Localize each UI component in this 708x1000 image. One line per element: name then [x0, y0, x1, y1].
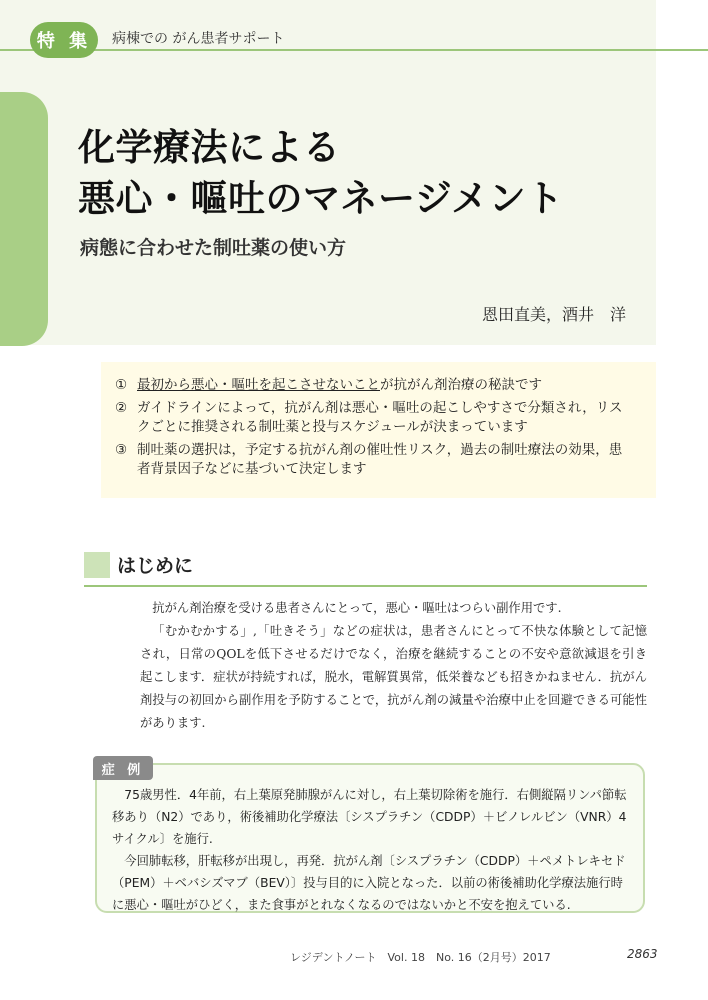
- point-number: ③: [115, 442, 128, 458]
- case-paragraph: 75歳男性．4年前，右上葉原発肺腺がんに対し，右上葉切除術を施行．右側縦隔リンパ節転移あり（N2）であり，術後補助化学療法〔シスプラチン（CDDP）＋ビノレルビン（VNR）4サイクル〕を施行.: [112, 788, 627, 846]
- case-label: 症 例: [93, 756, 153, 780]
- point-number: ①: [115, 377, 128, 393]
- body-paragraph: 抗がん剤治療を受ける患者さんにとって，悪心・嘔吐はつらい副作用です.: [152, 601, 562, 615]
- point-number: ②: [115, 400, 128, 416]
- page-number: 2863: [627, 947, 658, 961]
- journal-footer: レジデントノート Vol. 18 No. 16（2月号）2017: [290, 951, 551, 964]
- body-paragraph: 「むかむかする」,「吐きそう」などの症状は，患者さんにとって不快な体験として記憶され，日常のQOLを低下させるだけでなく，治療を継続することの不安や意欲減退を引き起こします．症状が持続すれば，脱水，電解質異常，低栄養なども招きかねません．抗がん剤投与の初回から副作用を予防することで，抗がん剤の減量や治療中止を回避できる可能性があります.: [140, 624, 647, 730]
- right-margin: [656, 0, 708, 1000]
- point-text: が抗がん剤治療の秘訣です: [380, 377, 542, 393]
- key-point: [101, 399, 656, 437]
- header-rule: [0, 49, 708, 51]
- left-side-tab: [0, 92, 48, 346]
- section-marker: [84, 552, 110, 578]
- key-points-box: [101, 362, 656, 498]
- section-rule: [84, 585, 647, 587]
- key-point: [101, 441, 656, 479]
- article-title: [78, 122, 564, 224]
- article-subtitle: 病態に合わせた制吐薬の使い方: [80, 237, 347, 259]
- feature-badge: 特 集: [30, 22, 98, 58]
- case-paragraph: 今回肺転移，肝転移が出現し，再発．抗がん剤〔シスプラチン（CDDP）＋ペメトレキセド（PEM）＋ベバシズマブ（BEV）〕投与目的に入院となった．以前の術後補助化学療法施行時に悪心・嘔吐がひどく，また食事がとれなくなるのではないかと不安を抱えている.: [112, 854, 626, 912]
- point-text: 制吐薬の選択は，予定する抗がん剤の催吐性リスク，過去の制吐療法の効果，患者背景因子などに基づいて決定します: [137, 442, 623, 477]
- series-title: 病棟での がん患者サポート: [112, 31, 285, 47]
- title-line-1: 化学療法による: [78, 126, 341, 169]
- section-title: はじめに: [117, 555, 194, 577]
- point-text: ガイドラインによって，抗がん剤は悪心・嘔吐の起こしやすさで分類され，リスクごとに推奨される制吐薬と投与スケジュールが決まっています: [137, 400, 623, 435]
- title-line-2: 悪心・嘔吐のマネージメント: [78, 177, 564, 220]
- case-body: [112, 784, 630, 916]
- key-point: [101, 376, 656, 395]
- authors: 恩田直美，酒井 洋: [481, 305, 626, 324]
- point-emphasis: 最初から悪心・嘔吐を起こさせないこと: [137, 377, 380, 393]
- intro-body: [140, 597, 647, 735]
